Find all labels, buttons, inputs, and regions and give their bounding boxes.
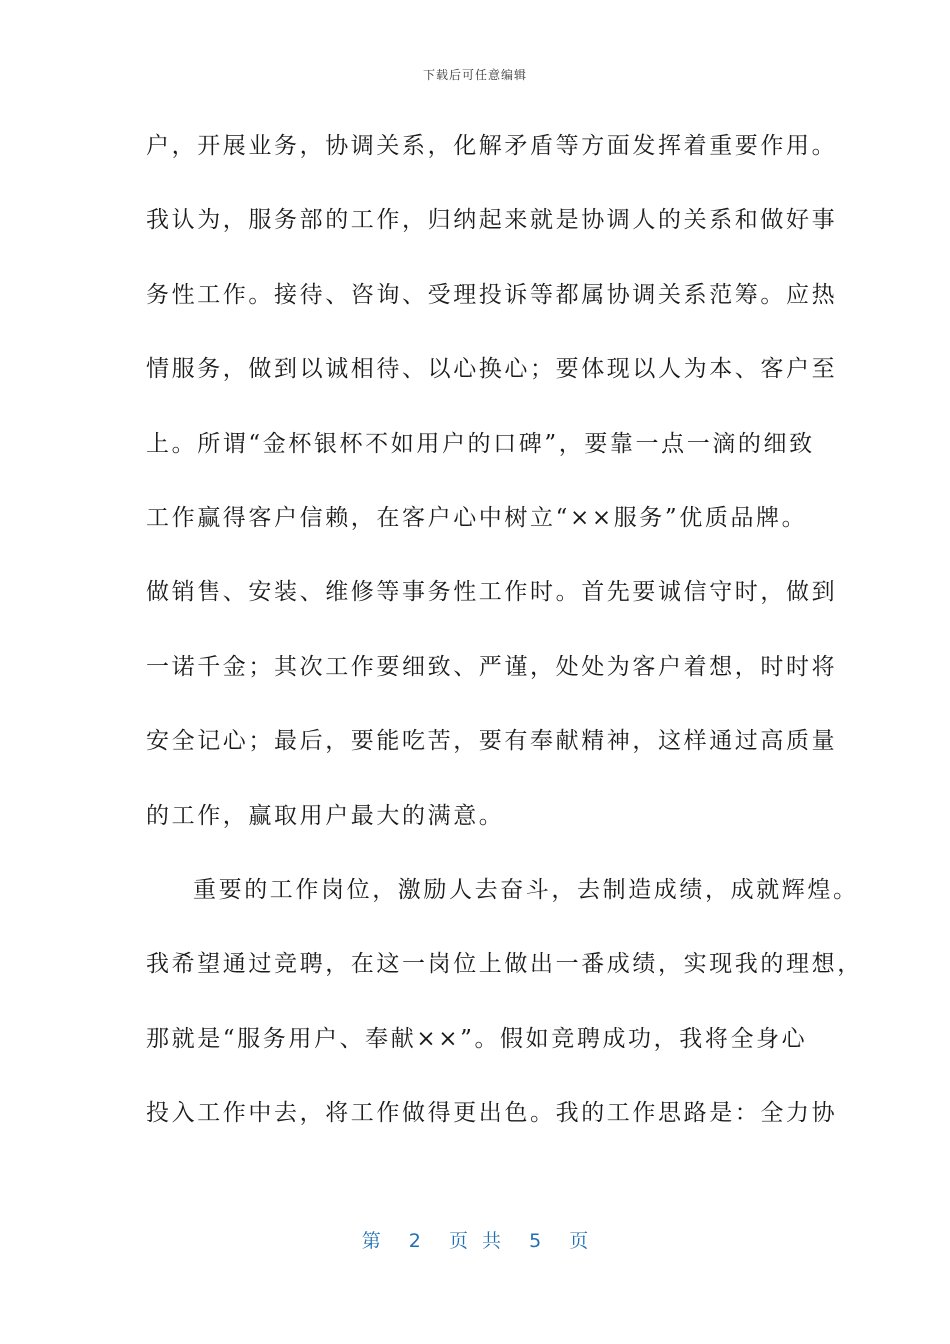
- text-line: 的工作，赢取用户最大的满意。: [146, 802, 505, 829]
- text-line: 情服务，做到以诚相待、以心换心；要体现以人为本、客户至: [146, 356, 838, 383]
- text-line: 安全记心；最后，要能吃苦，要有奉献精神，这样通过高质量: [146, 728, 838, 755]
- text-line: 那就是“服务用户、奉献××”。假如竞聘成功，我将全身心: [146, 1025, 808, 1052]
- text-line: 投入工作中去，将工作做得更出色。我的工作思路是：全力协: [146, 1100, 838, 1127]
- document-body: [146, 126, 863, 1167]
- text-line: 一诺千金；其次工作要细致、严谨，处处为客户着想，时时将: [146, 653, 838, 680]
- text-line: 我希望通过竞聘，在这一岗位上做出一番成绩，实现我的理想，: [146, 951, 863, 978]
- text-line: 户，开展业务，协调关系，化解矛盾等方面发挥着重要作用。: [146, 133, 838, 159]
- paragraph-start-line: 重要的工作岗位，激励人去奋斗，去制造成绩，成就辉煌。: [193, 876, 859, 903]
- text-line: 工作赢得客户信赖，在客户心中树立“××服务”优质品牌。: [146, 504, 808, 531]
- text-line: 我认为，服务部的工作，归纳起来就是协调人的关系和做好事: [146, 207, 838, 234]
- page-number-footer: 第 2 页 共 5 页: [361, 1230, 589, 1252]
- header-note: 下载后可任意编辑: [422, 68, 527, 82]
- text-line: 上。所谓“金杯银杯不如用户的口碑”，要靠一点一滴的细致: [146, 430, 815, 457]
- text-line: 务性工作。接待、咨询、受理投诉等都属协调关系范筹。应热: [146, 281, 838, 308]
- text-line: 做销售、安装、维修等事务性工作时。首先要诚信守时，做到: [146, 579, 838, 606]
